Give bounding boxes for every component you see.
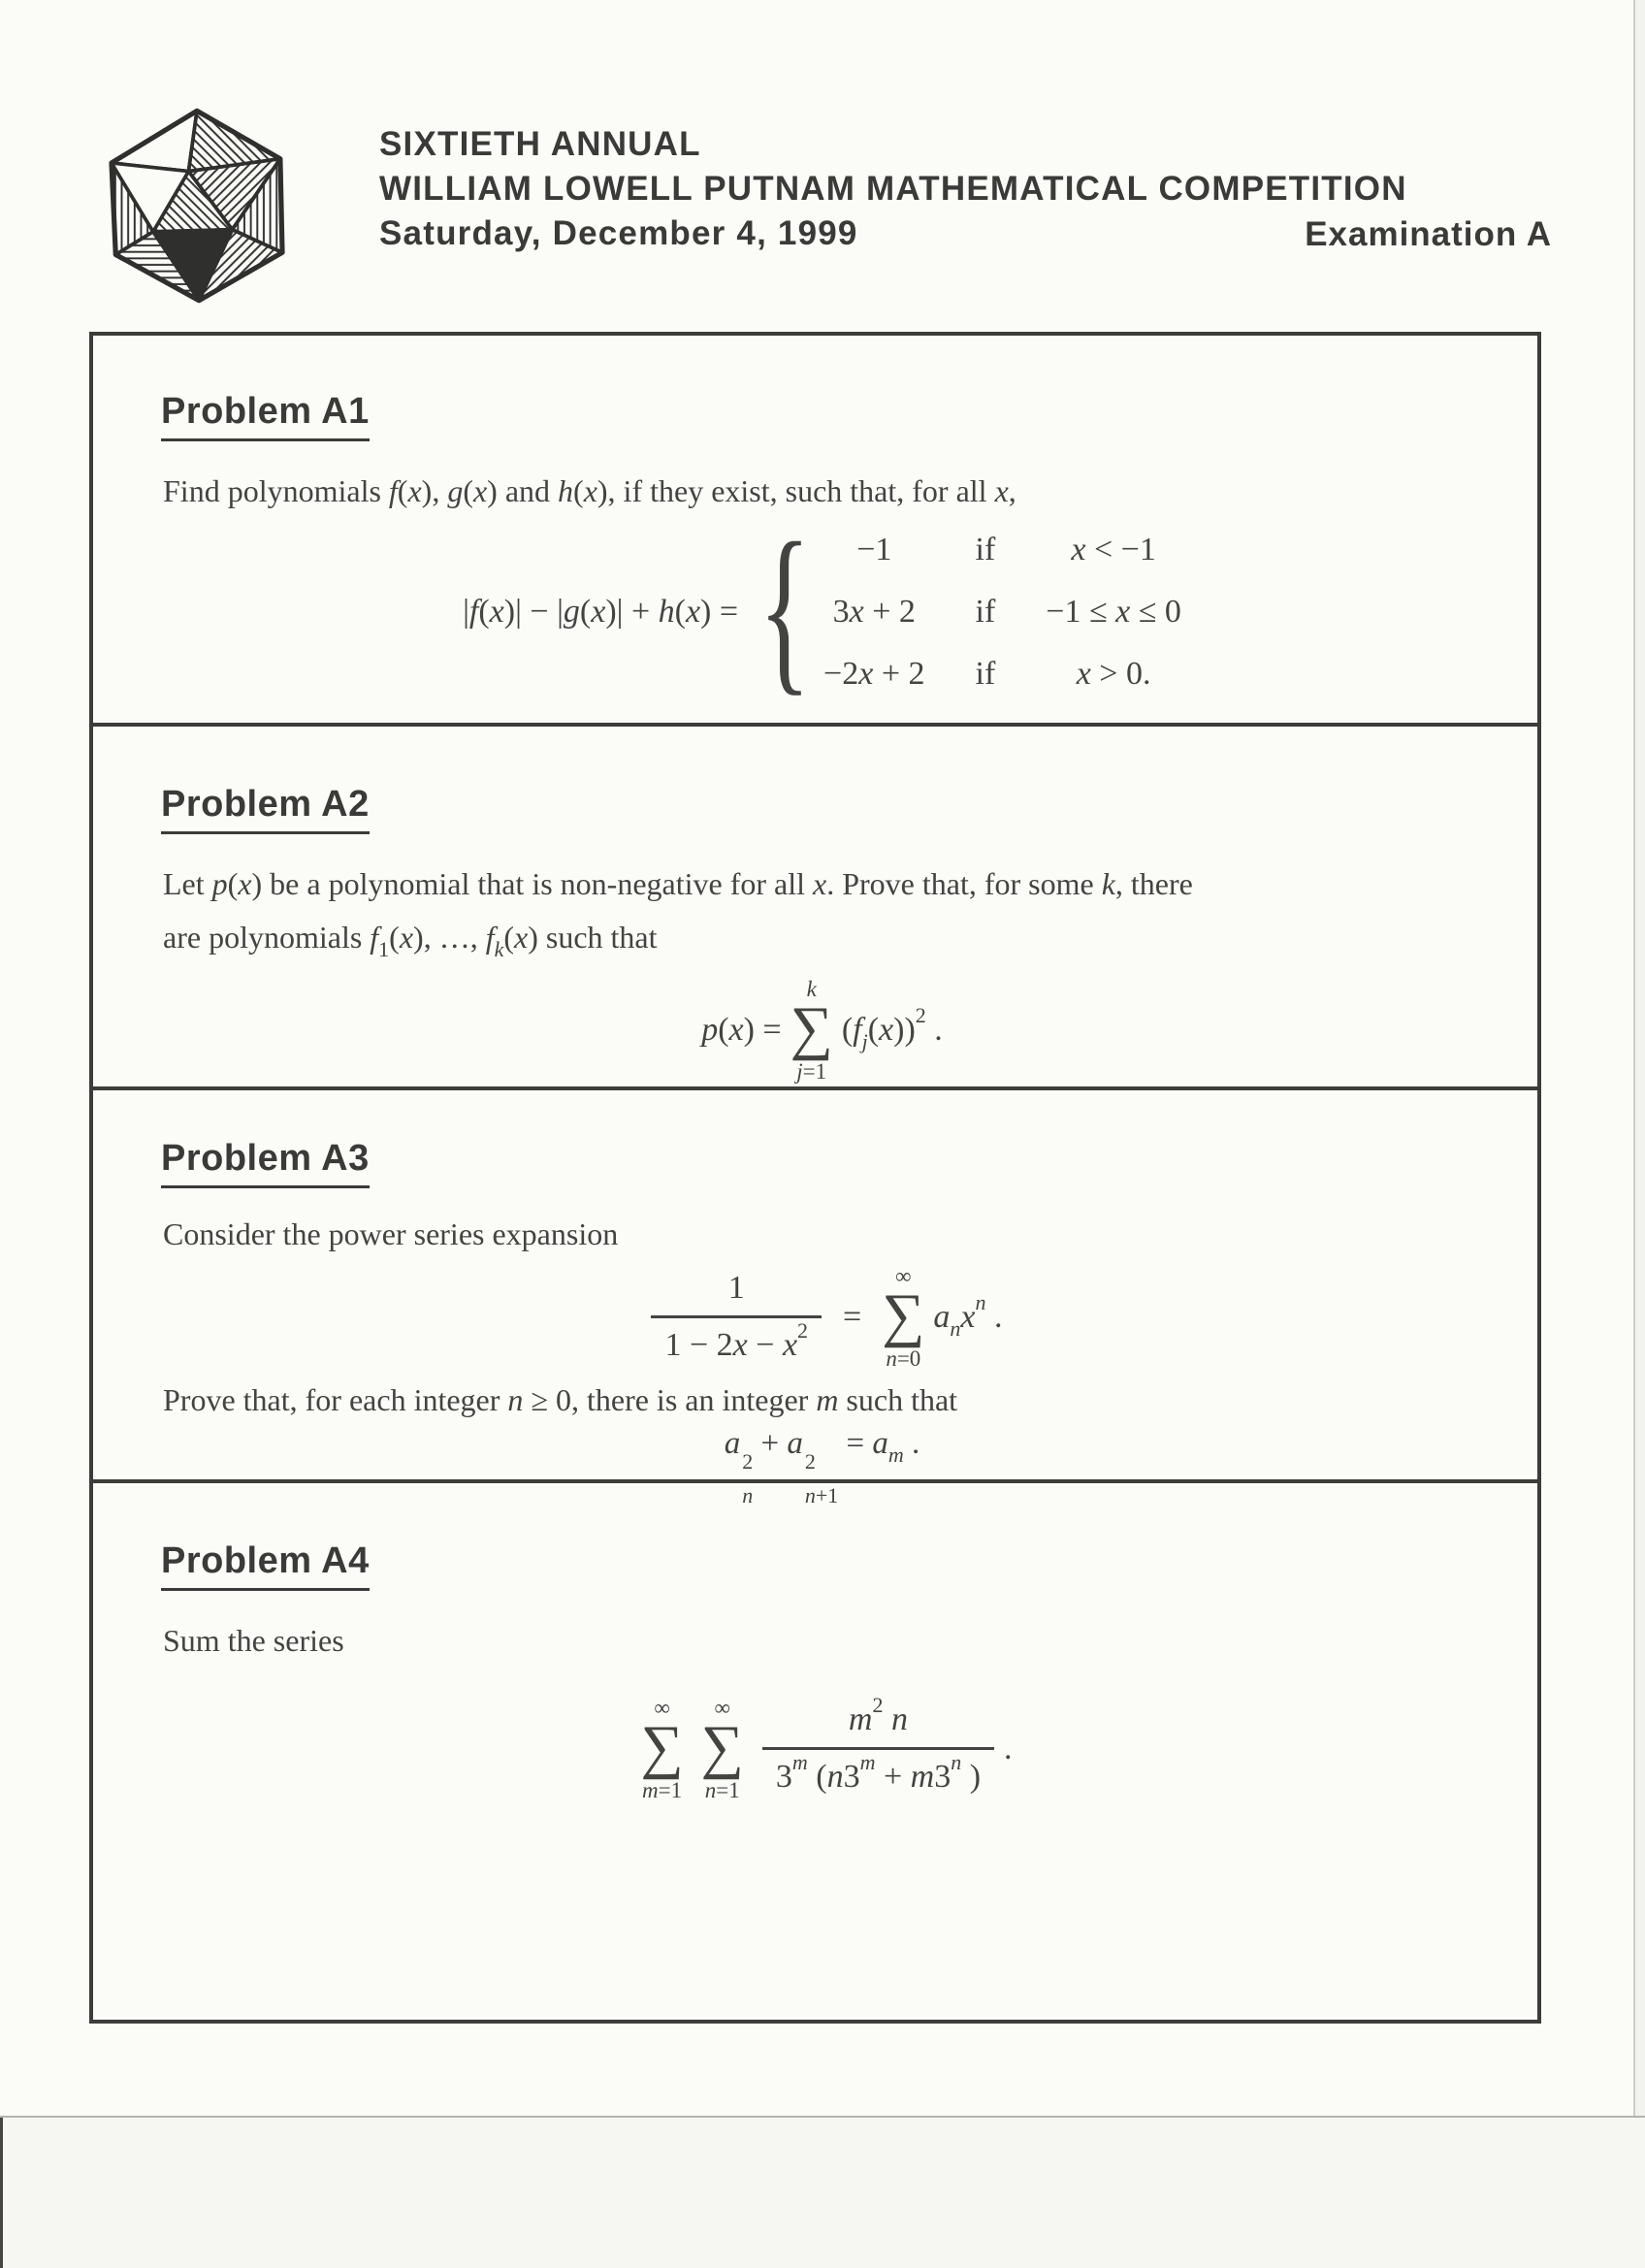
exam-title-line1: SIXTIETH ANNUAL	[379, 125, 701, 163]
problem-a2-statement-line1: Let p(x) be a polynomial that is non-negative for all x. Prove that, for some k, there	[163, 865, 1193, 901]
piecewise-cases	[823, 532, 1181, 693]
case-2-value: 3x + 2	[832, 593, 916, 630]
exam-label: Examination A	[1305, 215, 1552, 253]
piecewise-brace: {	[758, 504, 812, 712]
case-2-condition: −1 ≤ x ≤ 0	[1046, 593, 1181, 630]
problem-a2-equation	[161, 978, 1483, 1083]
a4-equation-end: .	[1004, 1730, 1013, 1766]
a1-equation-lhs: |f(x)| − |g(x)| + h(x) =	[463, 593, 739, 630]
a2-equation-body: $(f_j(x))^2$ .	[841, 1002, 943, 1053]
a2-equation-lhs: p(x) =	[701, 1011, 782, 1048]
case-1-condition: x < −1	[1071, 531, 1156, 567]
scan-bottom-left-artifact	[0, 2118, 3, 2268]
sigma-glyph: ∑	[640, 1713, 684, 1780]
case-2-if: if	[975, 593, 996, 630]
a3-equation-2-body: a 2 n + a 2 n+1 = $a_m$ .	[724, 1425, 920, 1507]
sigma-glyph: ∑	[700, 1713, 744, 1780]
sum-operator: k ∑ j=1	[790, 976, 833, 1084]
fraction: $\frac{m^2 n}{3^m (n3^m + m3^n )}$	[762, 1701, 994, 1796]
problem-a1-section	[93, 336, 1537, 727]
problem-a4-heading: Problem A4	[161, 1541, 370, 1591]
sum-operator-n: ∞ ∑ n=1	[700, 1695, 744, 1802]
sum-operator-m: ∞ ∑ m=1	[640, 1695, 684, 1802]
putnam-icosahedron-logo-icon	[92, 107, 302, 305]
problem-a3-statement-line1: Consider the power series expansion	[163, 1215, 619, 1251]
problem-a3-heading: Problem A3	[161, 1139, 370, 1188]
problem-a1-heading: Problem A1	[161, 392, 370, 441]
problems-box	[89, 332, 1541, 2024]
problem-a4-equation	[161, 1693, 1483, 1802]
exam-date: Saturday, December 4, 1999	[379, 214, 858, 252]
problem-a1-statement: Find polynomials f(x), g(x) and h(x), if they exist, such that, for all x,	[163, 472, 1016, 508]
problem-a3-equation-1	[161, 1265, 1483, 1370]
case-3-value: −2x + 2	[823, 655, 925, 692]
scan-bottom-area	[0, 2118, 1645, 2268]
case-1-value: −1	[856, 531, 892, 567]
fraction: $\frac{1}{1 - 2x - x^2}$	[651, 1270, 822, 1364]
equals-sign: =	[843, 1298, 862, 1335]
exam-title-block	[379, 122, 1407, 256]
case-3-condition: x > 0.	[1076, 655, 1151, 692]
sigma-glyph: ∑	[790, 994, 833, 1061]
problem-a3-statement-line2: Prove that, for each integer n ≥ 0, there is an integer m such that	[163, 1381, 958, 1417]
sum-operator: ∞ ∑ n=0	[882, 1263, 925, 1371]
problem-a2-section	[93, 727, 1537, 1090]
case-3-if: if	[975, 655, 996, 692]
a3-equation-1-body: $a_nx^n$ .	[933, 1289, 1003, 1341]
sigma-glyph: ∑	[882, 1281, 925, 1348]
scan-right-margin	[1635, 0, 1645, 2268]
problem-a2-statement-line2: are polynomials $f_1(x)$, …, $f_k(x)$ such that	[163, 919, 658, 961]
exam-title-line2: WILLIAM LOWELL PUTNAM MATHEMATICAL COMPETITION	[379, 170, 1407, 208]
problem-a2-heading: Problem A2	[161, 785, 370, 834]
case-1-if: if	[975, 531, 996, 567]
problem-a4-statement: Sum the series	[163, 1622, 344, 1658]
problem-a3-section	[93, 1090, 1537, 1507]
problem-a4-section	[93, 1483, 1537, 2020]
problem-a1-equation	[161, 504, 1483, 712]
